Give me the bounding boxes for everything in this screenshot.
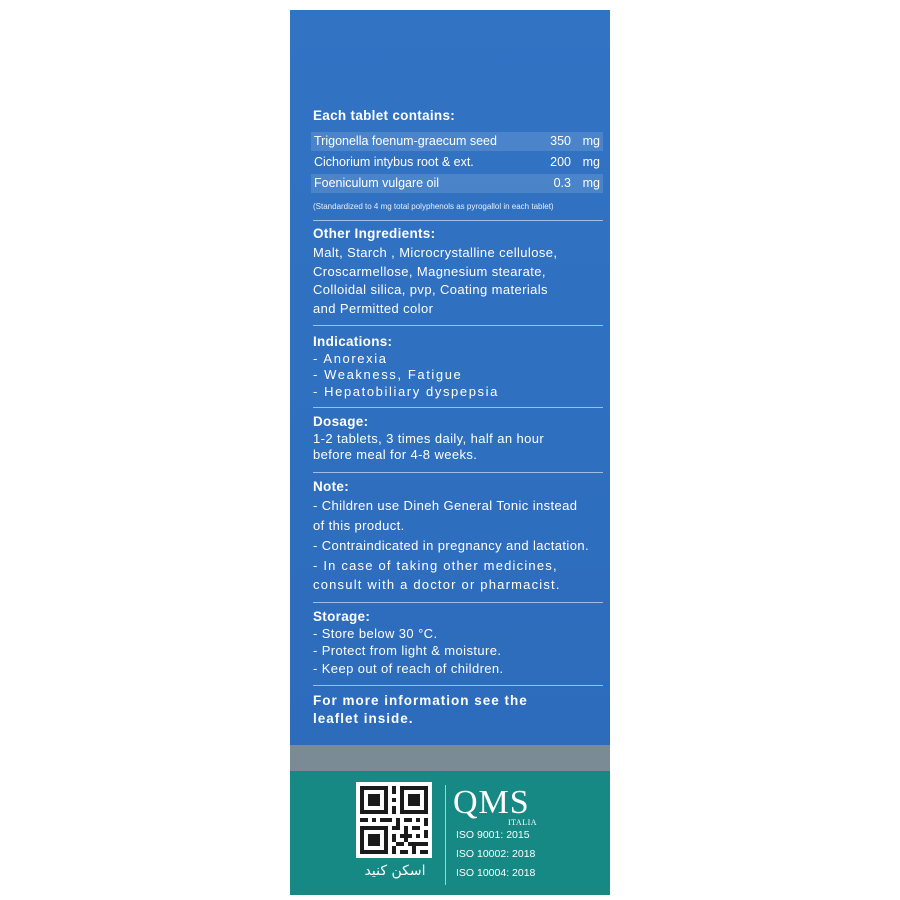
iso-certification: ISO 9001: 2015	[456, 829, 530, 841]
divider	[313, 220, 603, 221]
standardization-note: (Standardized to 4 mg total polyphenols as pyrogallol in each tablet)	[313, 202, 554, 211]
other-ingredients-line: Colloidal silica, pvp, Coating materials	[313, 282, 548, 297]
ingredient-name: Trigonella foenum-graecum seed	[314, 134, 497, 148]
other-ingredients-line: and Permitted color	[313, 301, 434, 316]
indications-title: Indications:	[313, 334, 393, 349]
ingredient-amount: 200	[550, 155, 571, 169]
other-ingredients-line: Malt, Starch , Microcrystalline cellulose,	[313, 245, 558, 260]
qms-logo-subtitle: ITALIA	[508, 818, 538, 827]
footer-area	[290, 771, 610, 895]
divider	[313, 602, 603, 603]
ingredient-name: Cichorium intybus root & ext.	[314, 155, 474, 169]
ingredient-name: Foeniculum vulgare oil	[314, 176, 440, 190]
composition-row	[311, 174, 603, 193]
ingredient-unit: mg	[582, 176, 600, 190]
divider	[313, 472, 603, 473]
note-line: consult with a doctor or pharmacist.	[313, 577, 561, 592]
blue-label-area	[290, 10, 610, 745]
indication-item: - Anorexia	[313, 351, 388, 366]
footer-divider	[445, 785, 446, 885]
more-info-line: For more information see the	[313, 693, 528, 708]
storage-line: - Protect from light & moisture.	[313, 643, 502, 658]
scan-label: اسکن کنید	[364, 863, 426, 879]
grey-band	[290, 745, 610, 771]
composition-row	[311, 132, 603, 151]
iso-certification: ISO 10002: 2018	[456, 848, 536, 860]
ingredient-amount: 0.3	[553, 176, 571, 190]
note-line: - Contraindicated in pregnancy and lactation.	[313, 538, 589, 553]
dosage-title: Dosage:	[313, 414, 369, 429]
storage-line: - Keep out of reach of children.	[313, 661, 504, 676]
package-back-panel	[290, 10, 610, 895]
indication-item: - Weakness, Fatigue	[313, 367, 463, 382]
divider	[313, 685, 603, 686]
indication-item: - Hepatobiliary dyspepsia	[313, 384, 499, 399]
divider	[313, 407, 603, 408]
ingredient-unit: mg	[582, 134, 600, 148]
composition-title: Each tablet contains:	[313, 108, 456, 123]
ingredient-amount: 350	[550, 134, 571, 148]
storage-title: Storage:	[313, 609, 371, 624]
other-ingredients-title: Other Ingredients:	[313, 226, 436, 241]
note-line: - Children use Dineh General Tonic instead	[313, 498, 578, 513]
note-line: of this product.	[313, 518, 405, 533]
dosage-line: 1-2 tablets, 3 times daily, half an hour	[313, 431, 545, 446]
storage-line: - Store below 30 °C.	[313, 626, 438, 641]
divider	[313, 325, 603, 326]
qr-code-icon	[360, 786, 428, 854]
other-ingredients-line: Croscarmellose, Magnesium stearate,	[313, 264, 546, 279]
dosage-line: before meal for 4-8 weeks.	[313, 447, 478, 462]
note-title: Note:	[313, 479, 349, 494]
more-info-line: leaflet inside.	[313, 711, 414, 726]
note-line: - In case of taking other medicines,	[313, 558, 558, 573]
qms-logo: QMS	[453, 784, 530, 821]
iso-certification: ISO 10004: 2018	[456, 867, 536, 879]
ingredient-unit: mg	[582, 155, 600, 169]
composition-row	[311, 153, 603, 172]
qr-code[interactable]	[356, 782, 432, 858]
